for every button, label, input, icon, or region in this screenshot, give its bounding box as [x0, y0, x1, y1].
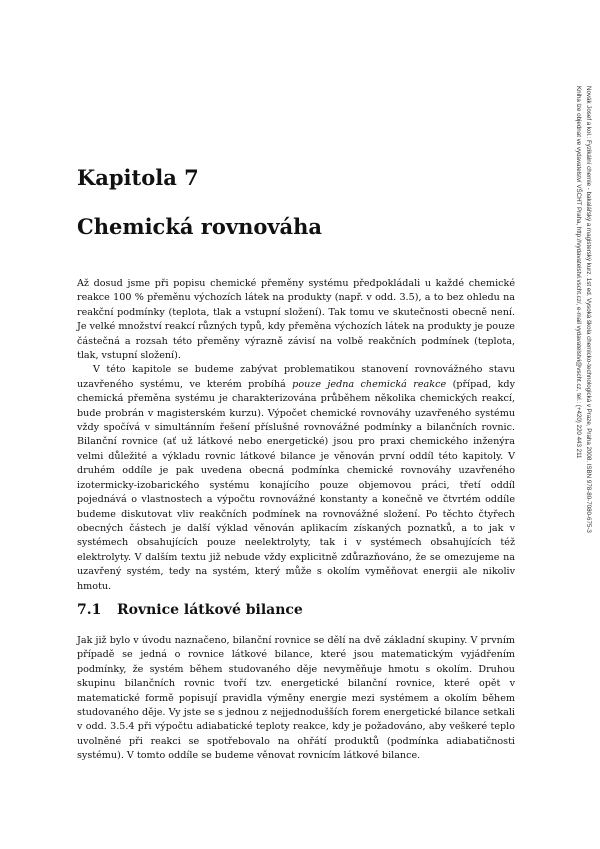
- intro-paragraph-1: Až dosud jsme při popisu chemické přeměny systému předpokládali u každé chemické reakce 100 % přeměnu výchozích látek na produkty (např. v odd. 3.5), a to bez ohledu na reakční podmínky (teplota, tlak a vstupní složení). Tak tomu ve skutečnosti obecně není. Je velké množství reakcí různých typů, kdy přeměna výchozích látek na produkty je pouze částečná a rozsah této přeměny výrazně závisí na volbě reakčních podmínek (teplota, tlak, vstupní složení).: [77, 278, 515, 362]
- chapter-label: Kapitola 7: [77, 165, 199, 190]
- section-body: [77, 634, 515, 764]
- chapter-title: Chemická rovnováha: [77, 214, 323, 239]
- intro-paragraph-2-start: V této kapitole se budeme zabývat problematikou stanovení rovnovážného stavu uzavřeného systému, ve kterém probíhá: [77, 364, 515, 390]
- intro-paragraph-2: [77, 363, 515, 594]
- side-note-citation: Novák Josef a kol.: Fyzikální chemie - bakalářský a magisterský kurz. 1st ed. Vysoká škola chemicko-technologická v Praze, Praha 2008. ISBN 978-80-7080-675-3: [585, 86, 592, 533]
- section-title: Rovnice látkové bilance: [117, 602, 303, 618]
- section-paragraph-1: Jak již bylo v úvodu naznačeno, bilanční rovnice se dělí na dvě základní skupiny. V prvním případě se jedná o rovnice látkové bilance, které jsou matematickým vyjádřením podmínky, že systém během studovaného děje nevyměňuje hmotu s okolím. Druhou skupinu bilančních rovnic tvoří tzv. energetické bilanční rovnice, které opět v matematické formě popisují pravidla výměny energie mezi systémem a okolím během studovaného děje. Vy jste se s jednou z nejjednodušších forem energetické bilance setkali v odd. 3.5.4 při výpočtu adiabatické teploty reakce, kdy je požadováno, aby veškeré teplo uvolněné při reakci se spotřebovalo na ohřátí produktů (podmínka adiabatičnosti systému). V tomto oddíle se budeme věnovat rovnicím látkové bilance.: [77, 635, 515, 762]
- chapter-intro: [77, 277, 515, 594]
- side-note-ordering-info: Kniha lze objednat ve vydavatelství VŠCHT Praha, http://vydavatelstvi.vscht.cz/, e-mail vydavatelstvi@vscht.cz, tel.: (+420) 220 443 211: [575, 86, 583, 459]
- section-heading: [77, 601, 303, 619]
- section-number: 7.1: [77, 602, 102, 618]
- intro-paragraph-2-end: (případ, kdy chemická přeměna systému je charakterizována průběhem několika chemických reakcí, bude probrán v magisterském kurzu). Výpočet chemické rovnováhy uzavřeného systému vždy spočívá v simultánním řešení příslušné rovnovážné podmínky a bilančních rovnic. Bilanční rovnice (ať už látkové nebo energetické) jsou pro praxi chemického inženýra velmi důležité a výkladu rovnic látkové bilance je věnován první oddíl této kapitoly. V druhém oddíle je pak uvedena obecná podmínka chemické rovnováhy uzavřeného izotermicky-izobarického systému konajícího pouze objemovou práci, třetí oddíl pojednává o vlastnostech a výpočtu rovnovážné konstanty a konečně ve čtvrtém oddíle budeme diskutovat vliv reakčních podmínek na rovnovážné složení. Po těchto čtyřech obecných částech je další výklad věnován aplikacím získaných poznatků, a to jak v systémech obsahujících pouze neelektrolyty, tak i v systémech obsahujících též elektrolyty. V dalším textu již nebude vždy explicitně zdůrazňováno, že se omezujeme na uzavřený systém, tedy na systém, který může s okolím vyměňovat energii ale nikoliv hmotu.: [77, 378, 515, 592]
- publisher-side-note: [574, 86, 593, 533]
- intro-paragraph-2-emphasis: pouze jedna chemická reakce: [292, 378, 447, 390]
